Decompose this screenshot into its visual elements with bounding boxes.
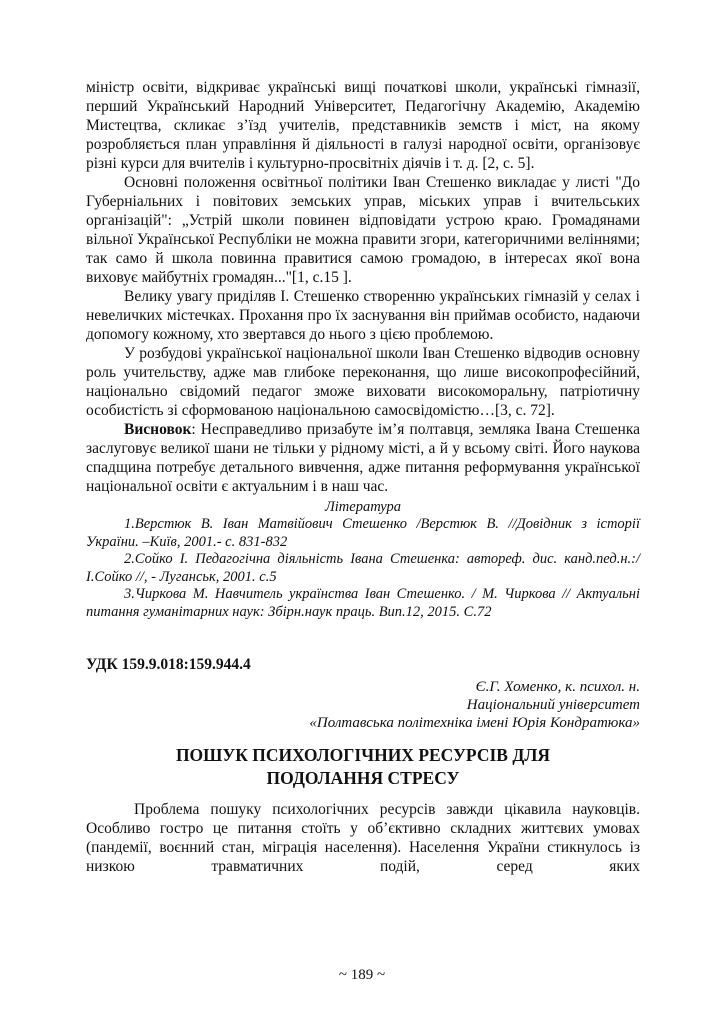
conclusion-label: Висновок: [124, 421, 192, 438]
conclusion-paragraph: [86, 420, 640, 496]
page-content: [86, 78, 640, 876]
udc-code: УДК 159.9.018:159.944.4: [86, 656, 251, 673]
article-title: ПОШУК ПСИХОЛОГІЧНИХ РЕСУРСІВ ДЛЯ ПОДОЛАННЯ СТРЕСУ: [175, 745, 551, 788]
intro-paragraph: Проблема пошуку психологічних ресурсів завжди цікавила науковців. Особливо гостро це питання стоїть у об’єктивно складних життєвих умовах (пандемії, воєнний стан, міграція населення). Населення України стикнулось із низкою травматичних подій, серед яких: [86, 801, 640, 875]
author-affiliation: Національний університет: [466, 697, 640, 713]
author-block: [86, 678, 640, 732]
paragraph: Велику увагу приділяв І. Стешенко створенню українських гімназій у селах і невеличких містечках. Прохання про їх заснування він приймав особисто, надаючи допомогу кожному, хто звертався до нього з цією проблемою.: [86, 288, 640, 343]
reference-item: 2.Сойко І. Педагогічна діяльність Івана Стешенка: автореф. дис. канд.пед.н.:/ І.Сойко //, - Луганськ, 2001. с.5: [86, 551, 640, 585]
reference-item: 1.Верстюк В. Іван Матвійович Стешенко /Верстюк В. //Довідник з історії України. –Київ, 2001.- с. 831-832: [86, 516, 640, 550]
page-number: ~ 189 ~: [338, 967, 386, 983]
paragraph: У розбудові української національної школи Іван Стешенко відводив основну роль учительству, адже мав глибоке переконання, що лише високопрофесійний, національно свідомий педагог зможе виховати високоморальну, патріотичну особистість зі сформованою національною самосвідомістю…[3, с. 72].: [86, 345, 640, 419]
literature-heading: Література: [324, 499, 402, 515]
author-line: Є.Г. Хоменко, к. психол. н.: [475, 679, 640, 695]
paragraph: Основні положення освітньої політики Іван Стешенко викладає у листі "До Губерніальних і повітових земських управ, міських управ і вчительських організацій": „Устрій школи повинен відповідати устрою краю. Громадянами вільної Української Республіки не можна правити згори, категоричними веліннями; так само й школа повинна правитися самою громадою, в інтересах якої вона виховує майбутніх громадян..."[1, с.15 ].: [86, 174, 640, 286]
paragraph-continuation: міністр освіти, відкриває українські вищі початкові школи, українські гімназії, перший Український Народний Університет, Педагогічну Академію, Академію Мистецтва, скликає з’їзд учителів, представників земств і міст, на якому розробляється план управління й діяльності в галузі народної освіти, організовує різні курси для вчителів і культурно-просвітніх діячів і т. д. [2, с. 5].: [86, 79, 640, 172]
reference-item: 3.Чиркова М. Навчитель українства Іван Стешенко. / М. Чиркова // Актуальні питання гуманітарних наук: Збірн.наук праць. Вип.12, 2015. С.72: [86, 586, 640, 620]
author-affiliation: «Полтавська політехніка імені Юрія Кондратюка»: [309, 715, 640, 731]
conclusion-text: : Несправедливо призабуте ім’я полтавця, земляка Івана Стешенка заслуговує великої шани не тільки у рідному місті, а й у всьому світі. Його наукова спадщина потребує детального вивчення, адже питання реформування української національної освіти є актуальним і в наш час.: [86, 421, 640, 495]
